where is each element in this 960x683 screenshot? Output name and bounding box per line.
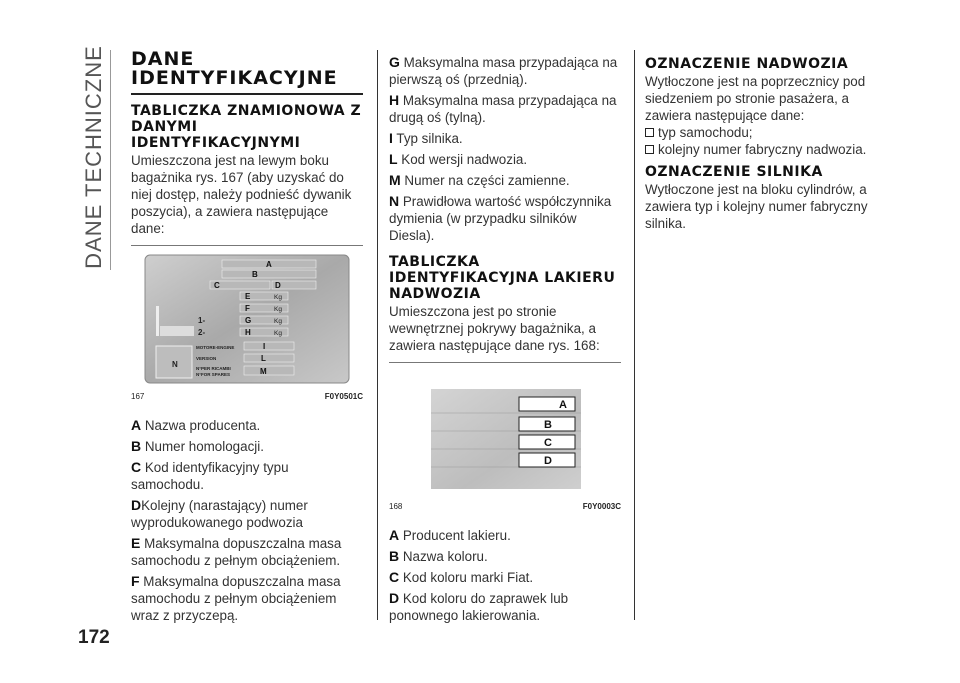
bullet-square-icon	[645, 128, 654, 137]
heading-rule	[131, 93, 363, 95]
plate2-A: A	[559, 399, 567, 411]
plate1-N: N	[172, 360, 178, 369]
column-1	[131, 50, 363, 624]
column-divider-2	[634, 50, 635, 620]
paragraph-paint-plate: Umieszczona jest po stronie wewnętrznej pokrywy bagażnika, a zawiera następujące dane rys. 168:	[389, 304, 600, 353]
list-item: L Kod wersji nadwozia.	[389, 151, 528, 167]
list-item: A Producent lakieru.	[389, 527, 511, 543]
plate1-kg-4: Kg	[274, 330, 282, 337]
list-item: C Kod koloru marki Fiat.	[389, 569, 534, 585]
list-item: kolejny numer fabryczny nadwozia.	[645, 141, 877, 158]
plate1-H: H	[245, 328, 251, 337]
figure-caption-168	[389, 498, 621, 515]
plate1-ricambi-2: N°FOR SPARES	[196, 372, 230, 377]
plate1-B: B	[252, 270, 258, 279]
page-number: 172	[78, 627, 110, 648]
bullet-square-icon	[645, 145, 654, 154]
column-2	[389, 50, 621, 624]
list-item: H Maksymalna masa przypadająca na drugą oś (tylną).	[389, 92, 617, 125]
list-item: C Kod identyfikacyjny typu samochodu.	[131, 459, 289, 492]
plate-items-list	[131, 417, 363, 624]
list-item: G Maksymalna masa przypadająca na pierwszą oś (przednią).	[389, 54, 618, 87]
plate1-motore: MOTORE-ENGINE	[196, 345, 235, 350]
plate2-D: D	[544, 455, 552, 467]
side-rule	[110, 50, 111, 270]
plate1-1: 1-	[198, 316, 206, 325]
plate1-kg-3: Kg	[274, 318, 282, 325]
plate1-F: F	[245, 304, 250, 313]
figure-number-167: 167	[131, 392, 145, 401]
list-item: typ samochodu;	[645, 124, 877, 141]
figure-rule-168	[389, 362, 621, 363]
figure-rule-167	[131, 245, 363, 246]
plate1-D: D	[275, 281, 281, 290]
plate1-M: M	[260, 367, 267, 376]
list-item: A Nazwa producenta.	[131, 417, 261, 433]
plate1-A: A	[266, 260, 272, 269]
figure-code-168: F0Y0003C	[582, 502, 621, 511]
side-chapter-title-text: DANE TECHNICZNE	[81, 45, 106, 269]
side-chapter-title	[81, 45, 106, 269]
plate1-kg-2: Kg	[274, 306, 282, 313]
list-item: D Kod koloru do zaprawek lub ponownego lakierowania.	[389, 590, 569, 623]
list-item: B Nazwa koloru.	[389, 548, 488, 564]
paragraph-body-marking: Wytłoczone jest na poprzecznicy pod siedzeniem po stronie pasażera, a zawiera następujące dane:	[645, 74, 866, 123]
figure-167-plate	[144, 254, 350, 384]
paragraph-engine-marking: Wytłoczone jest na bloku cylindrów, a zawiera typ i kolejny numer fabryczny silnika.	[645, 182, 868, 231]
plate1-E: E	[245, 292, 251, 301]
figure-code-167: F0Y0501C	[324, 392, 363, 401]
plate1-2: 2-	[198, 328, 206, 337]
figure-number-168: 168	[389, 502, 403, 511]
list-item: N Prawidłowa wartość współczynnika dymienia (w przypadku silników Diesla).	[389, 193, 612, 243]
list-item: M Numer na części zamienne.	[389, 172, 570, 188]
plate-items-list-continued	[389, 54, 621, 244]
list-item: E Maksymalna dopuszczalna masa samochodu z pełnym obciążeniem.	[131, 535, 342, 568]
plate2-C: C	[544, 437, 552, 449]
section-heading-paint-plate: TABLICZKA IDENTYFIKACYJNA LAKIERU NADWOZIA	[389, 254, 616, 302]
section-heading-body-marking: OZNACZENIE NADWOZIA	[645, 56, 849, 72]
list-item: B Numer homologacji.	[131, 438, 264, 454]
list-item: F Maksymalna dopuszczalna masa samochodu z pełnym obciążeniem wraz z przyczepą.	[131, 573, 341, 623]
figure-168-plate	[389, 369, 621, 494]
list-item: I Typ silnika.	[389, 130, 463, 146]
main-heading: DANE IDENTYFIKACYJNE	[131, 48, 338, 89]
plate1-C: C	[214, 281, 220, 290]
section-heading-plate: TABLICZKA ZNAMIONOWA Z DANYMI IDENTYFIKACYJNYMI	[131, 103, 362, 151]
plate1-kg-1: Kg	[274, 294, 282, 301]
section-heading-engine-marking: OZNACZENIE SILNIKA	[645, 164, 823, 180]
column-3	[645, 50, 877, 232]
paragraph-plate: Umieszczona jest na lewym boku bagażnika rys. 167 (aby uzyskać do niej dostęp, należy podnieść dywanik poszycia), a zawiera następujące dane:	[131, 153, 352, 236]
plate1-G: G	[245, 316, 252, 325]
plate1-L: L	[261, 354, 266, 363]
plate1-ricambi-1: N°PER RICAMBI	[196, 366, 231, 371]
figure-caption-167	[131, 388, 363, 405]
column-divider-1	[377, 50, 378, 620]
paint-items-list	[389, 527, 621, 624]
plate2-B: B	[544, 419, 552, 431]
plate1-I: I	[263, 342, 266, 351]
plate1-version: VERSION	[196, 356, 217, 361]
list-item: DKolejny (narastający) numer wyprodukowanego podwozia	[131, 497, 308, 530]
